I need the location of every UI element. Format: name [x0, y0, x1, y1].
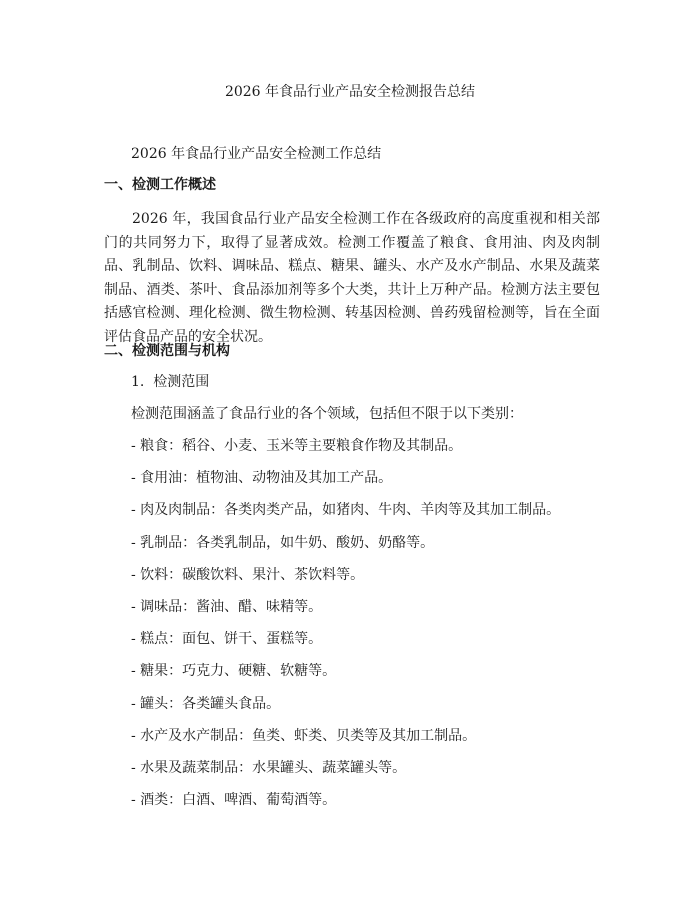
section-heading-scope: 二、检测范围与机构	[104, 343, 230, 359]
section-heading-overview: 一、检测工作概述	[104, 177, 216, 193]
overview-paragraph: 2026 年，我国食品行业产品安全检测工作在各级政府的高度重视和相关部门的共同努力下，取得了显著成效。检测工作覆盖了粮食、食用油、肉及肉制品、乳制品、饮料、调味品、糕点、糖果、罐头、水产及水产制品、水果及蔬菜制品、酒类、茶叶、食品添加剂等多个大类，共计上万种产品。检测方法主要包括感官检测、理化检测、微生物检测、转基因检测、兽药残留检测等，旨在全面评估食品产品的安全状况。	[104, 211, 600, 345]
list-item: - 糖果：巧克力、硬糖、软糖等。	[131, 663, 337, 680]
document-title: 2026 年食品行业产品安全检测报告总结	[224, 84, 476, 100]
list-item: - 饮料：碳酸饮料、果汁、茶饮料等。	[131, 566, 365, 583]
list-item: - 糕点：面包、饼干、蛋糕等。	[131, 631, 323, 648]
list-item: - 水果及蔬菜制品：水果罐头、蔬菜罐头等。	[131, 759, 407, 776]
scope-intro: 检测范围涵盖了食品行业的各个领域，包括但不限于以下类别：	[131, 406, 523, 422]
subsection-heading-scope: 1. 检测范围	[131, 374, 210, 390]
list-item: - 食用油：植物油、动物油及其加工产品。	[131, 470, 393, 487]
list-item: - 酒类：白酒、啤酒、葡萄酒等。	[131, 792, 337, 809]
category-list	[131, 437, 560, 823]
list-item: - 粮食：稻谷、小麦、玉米等主要粮食作物及其制品。	[131, 438, 463, 454]
document-subtitle: 2026 年食品行业产品安全检测工作总结	[131, 146, 382, 162]
list-item: - 乳制品：各类乳制品，如牛奶、酸奶、奶酪等。	[131, 534, 435, 551]
list-item: - 罐头：各类罐头食品。	[131, 695, 281, 712]
list-item: - 水产及水产制品：鱼类、虾类、贝类等及其加工制品。	[131, 727, 477, 744]
list-item: - 肉及肉制品：各类肉类产品，如猪肉、牛肉、羊肉等及其加工制品。	[131, 502, 561, 519]
list-item: - 调味品：酱油、醋、味精等。	[131, 598, 323, 615]
